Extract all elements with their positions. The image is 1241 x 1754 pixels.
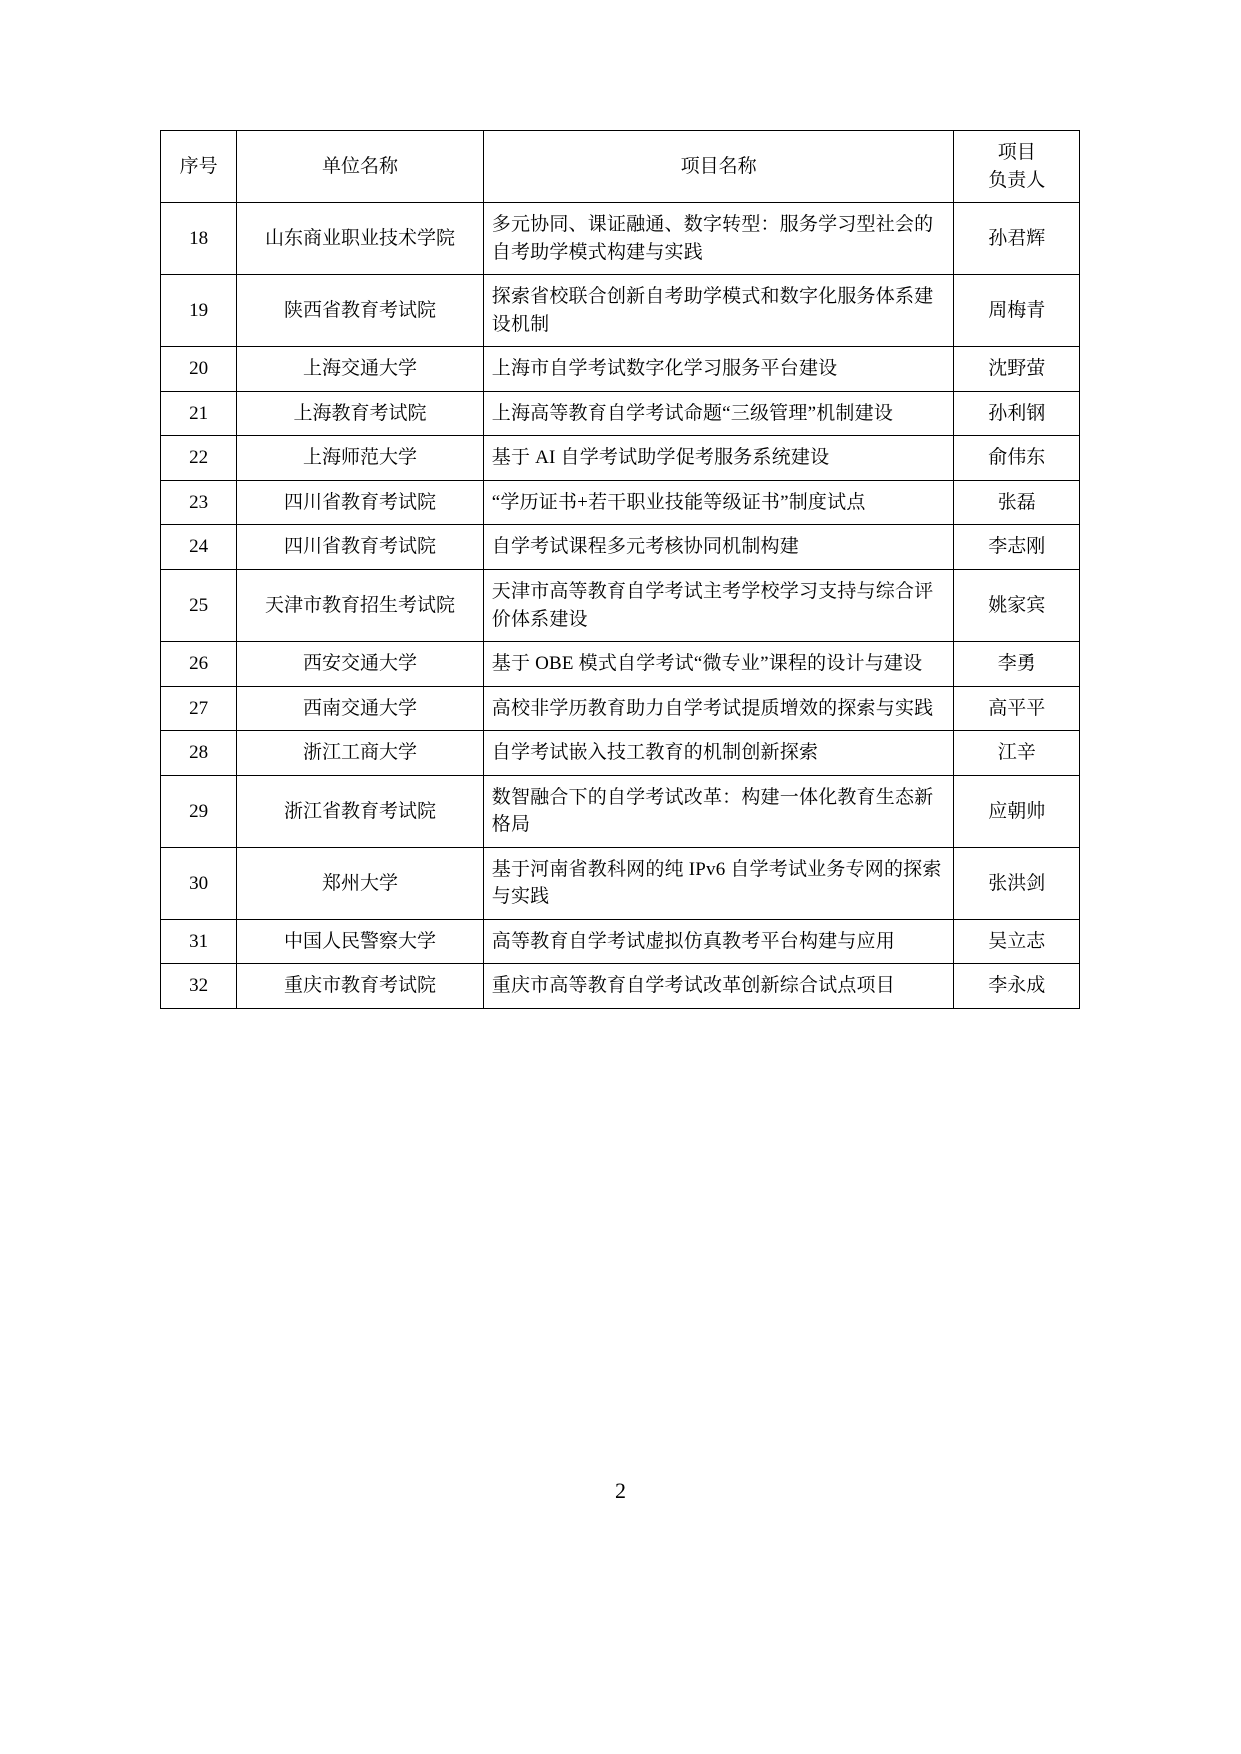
projects-table-container — [160, 130, 1080, 1009]
cell-no: 29 — [161, 775, 237, 847]
cell-no: 20 — [161, 347, 237, 392]
table-row — [161, 964, 1080, 1009]
cell-project: 上海市自学考试数字化学习服务平台建设 — [483, 347, 954, 392]
cell-unit: 西南交通大学 — [237, 686, 484, 731]
table-row — [161, 686, 1080, 731]
cell-leader: 孙君辉 — [954, 203, 1080, 275]
cell-unit: 陕西省教育考试院 — [237, 275, 484, 347]
table-row — [161, 436, 1080, 481]
table-row — [161, 570, 1080, 642]
cell-leader: 孙利钢 — [954, 391, 1080, 436]
page-number: 2 — [615, 1478, 626, 1503]
column-header-unit: 单位名称 — [237, 131, 484, 203]
table-row — [161, 525, 1080, 570]
table-row — [161, 775, 1080, 847]
cell-no: 28 — [161, 731, 237, 776]
cell-leader: 张磊 — [954, 480, 1080, 525]
cell-leader: 沈野萤 — [954, 347, 1080, 392]
cell-leader: 姚家宾 — [954, 570, 1080, 642]
cell-unit: 中国人民警察大学 — [237, 919, 484, 964]
cell-no: 32 — [161, 964, 237, 1009]
cell-project: 数智融合下的自学考试改革：构建一体化教育生态新格局 — [483, 775, 954, 847]
projects-table — [160, 130, 1080, 1009]
cell-no: 25 — [161, 570, 237, 642]
cell-no: 23 — [161, 480, 237, 525]
cell-project: “学历证书+若干职业技能等级证书”制度试点 — [483, 480, 954, 525]
cell-no: 19 — [161, 275, 237, 347]
cell-leader: 江辛 — [954, 731, 1080, 776]
cell-project: 探索省校联合创新自考助学模式和数字化服务体系建设机制 — [483, 275, 954, 347]
table-row — [161, 347, 1080, 392]
cell-unit: 四川省教育考试院 — [237, 480, 484, 525]
cell-unit: 郑州大学 — [237, 847, 484, 919]
cell-project: 天津市高等教育自学考试主考学校学习支持与综合评价体系建设 — [483, 570, 954, 642]
cell-unit: 重庆市教育考试院 — [237, 964, 484, 1009]
cell-no: 22 — [161, 436, 237, 481]
cell-leader: 周梅青 — [954, 275, 1080, 347]
table-header-row — [161, 131, 1080, 203]
column-header-leader-line2: 负责人 — [988, 169, 1046, 191]
cell-no: 31 — [161, 919, 237, 964]
table-header — [161, 131, 1080, 203]
cell-unit: 上海师范大学 — [237, 436, 484, 481]
cell-project: 重庆市高等教育自学考试改革创新综合试点项目 — [483, 964, 954, 1009]
table-row — [161, 642, 1080, 687]
cell-leader: 李志刚 — [954, 525, 1080, 570]
cell-no: 21 — [161, 391, 237, 436]
column-header-project: 项目名称 — [483, 131, 954, 203]
column-header-leader — [954, 131, 1080, 203]
cell-unit: 四川省教育考试院 — [237, 525, 484, 570]
cell-no: 18 — [161, 203, 237, 275]
cell-leader: 张洪剑 — [954, 847, 1080, 919]
table-row — [161, 275, 1080, 347]
cell-project: 上海高等教育自学考试命题“三级管理”机制建设 — [483, 391, 954, 436]
cell-unit: 天津市教育招生考试院 — [237, 570, 484, 642]
cell-leader: 李永成 — [954, 964, 1080, 1009]
cell-unit: 上海教育考试院 — [237, 391, 484, 436]
cell-no: 24 — [161, 525, 237, 570]
cell-unit: 浙江省教育考试院 — [237, 775, 484, 847]
cell-leader: 应朝帅 — [954, 775, 1080, 847]
table-row — [161, 731, 1080, 776]
table-row — [161, 480, 1080, 525]
cell-project: 高等教育自学考试虚拟仿真教考平台构建与应用 — [483, 919, 954, 964]
table-row — [161, 203, 1080, 275]
cell-project: 自学考试课程多元考核协同机制构建 — [483, 525, 954, 570]
column-header-leader-line1: 项目 — [997, 142, 1036, 163]
table-row — [161, 919, 1080, 964]
cell-project: 基于 OBE 模式自学考试“微专业”课程的设计与建设 — [483, 642, 954, 687]
cell-project: 自学考试嵌入技工教育的机制创新探索 — [483, 731, 954, 776]
cell-unit: 山东商业职业技术学院 — [237, 203, 484, 275]
cell-leader: 高平平 — [954, 686, 1080, 731]
cell-no: 26 — [161, 642, 237, 687]
cell-leader: 俞伟东 — [954, 436, 1080, 481]
cell-no: 27 — [161, 686, 237, 731]
table-body — [161, 203, 1080, 1009]
cell-no: 30 — [161, 847, 237, 919]
cell-project: 高校非学历教育助力自学考试提质增效的探索与实践 — [483, 686, 954, 731]
table-row — [161, 391, 1080, 436]
cell-leader: 李勇 — [954, 642, 1080, 687]
cell-unit: 浙江工商大学 — [237, 731, 484, 776]
cell-project: 基于河南省教科网的纯 IPv6 自学考试业务专网的探索与实践 — [483, 847, 954, 919]
cell-project: 多元协同、课证融通、数字转型：服务学习型社会的自考助学模式构建与实践 — [483, 203, 954, 275]
table-row — [161, 847, 1080, 919]
cell-unit: 西安交通大学 — [237, 642, 484, 687]
cell-leader: 吴立志 — [954, 919, 1080, 964]
column-header-no: 序号 — [161, 131, 237, 203]
cell-project: 基于 AI 自学考试助学促考服务系统建设 — [483, 436, 954, 481]
cell-unit: 上海交通大学 — [237, 347, 484, 392]
